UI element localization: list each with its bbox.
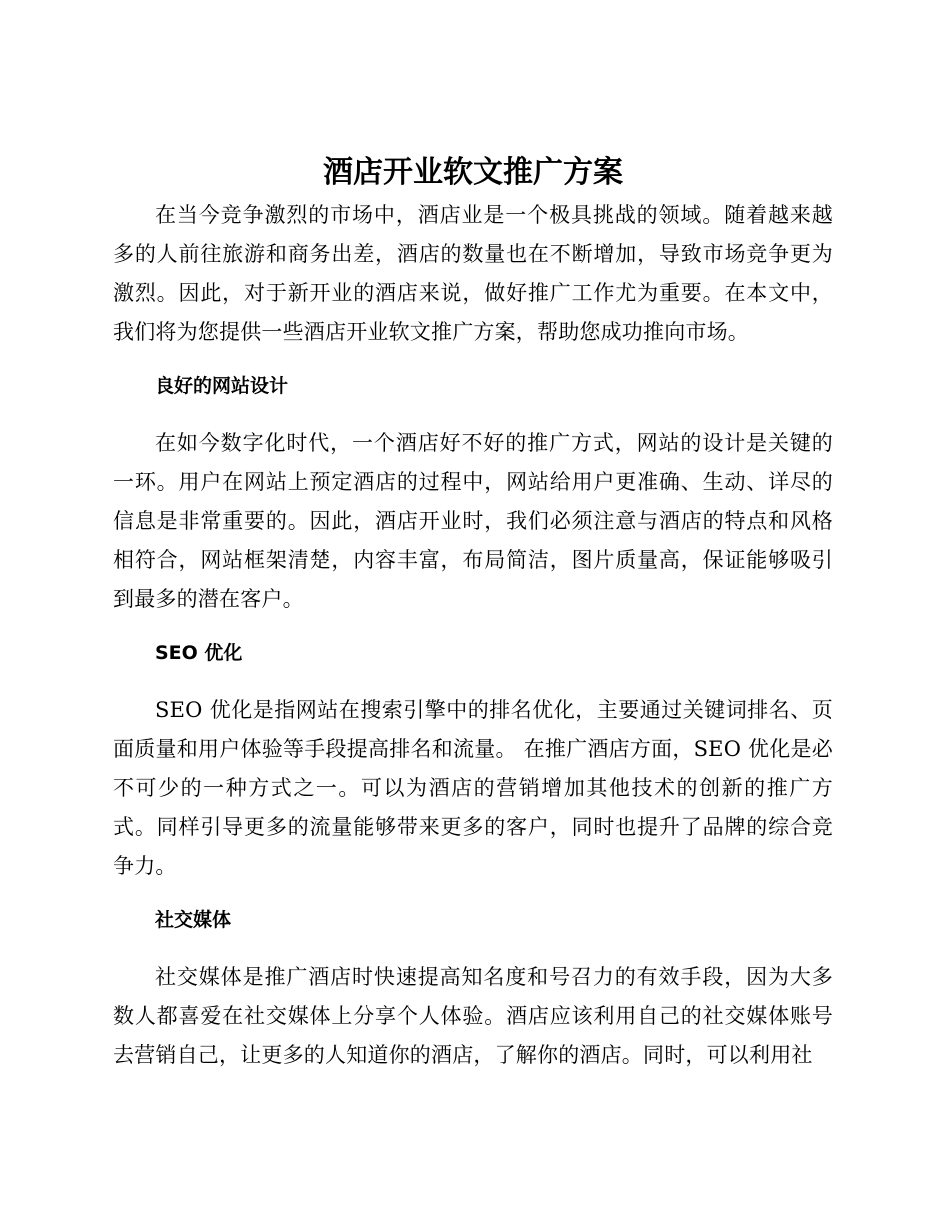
document-page (113, 150, 833, 1075)
section-body: 在如今数字化时代，一个酒店好不好的推广方式，网站的设计是关键的一环。用户在网站上预定酒店的过程中，网站给用户更准确、生动、详尽的信息是非常重要的。因此，酒店开业时，我们必须注意与酒店的特点和风格相符合，网站框架清楚，内容丰富，布局简洁，图片质量高，保证能够吸引到最多的潜在客户。 (113, 431, 833, 611)
section-body: 社交媒体是推广酒店时快速提高知名度和号召力的有效手段，因为大多数人都喜爱在社交媒体上分享个人体验。酒店应该利用自己的社交媒体账号去营销自己，让更多的人知道你的酒店，了解你的酒店。同时，可以利用社 (113, 965, 833, 1067)
section-website-design (113, 366, 833, 619)
section-heading: 社交媒体 (155, 909, 232, 931)
section-social-media (113, 900, 833, 1075)
section-body: SEO 优化是指网站在搜索引擎中的排名优化，主要通过关键词排名、页面质量和用户体验等手段提高排名和流量。 在推广酒店方面，SEO 优化是必不可少的一种方式之一。可以为酒店的营销增加其他技术的创新的推广方式。同样引导更多的流量能够带来更多的客户，同时也提升了品牌的综合竞争力。 (113, 698, 833, 878)
intro-paragraph: 在当今竞争激烈的市场中，酒店业是一个极具挑战的领域。随着越来越多的人前往旅游和商务出差，酒店的数量也在不断增加，导致市场竞争更为激烈。因此，对于新开业的酒店来说，做好推广工作尤为重要。在本文中，我们将为您提供一些酒店开业软文推广方案，帮助您成功推向市场。 (113, 203, 833, 344)
document-title: 酒店开业软文推广方案 (323, 155, 623, 190)
section-heading: SEO 优化 (155, 642, 243, 664)
section-seo (113, 633, 833, 886)
section-heading: 良好的网站设计 (155, 375, 289, 397)
